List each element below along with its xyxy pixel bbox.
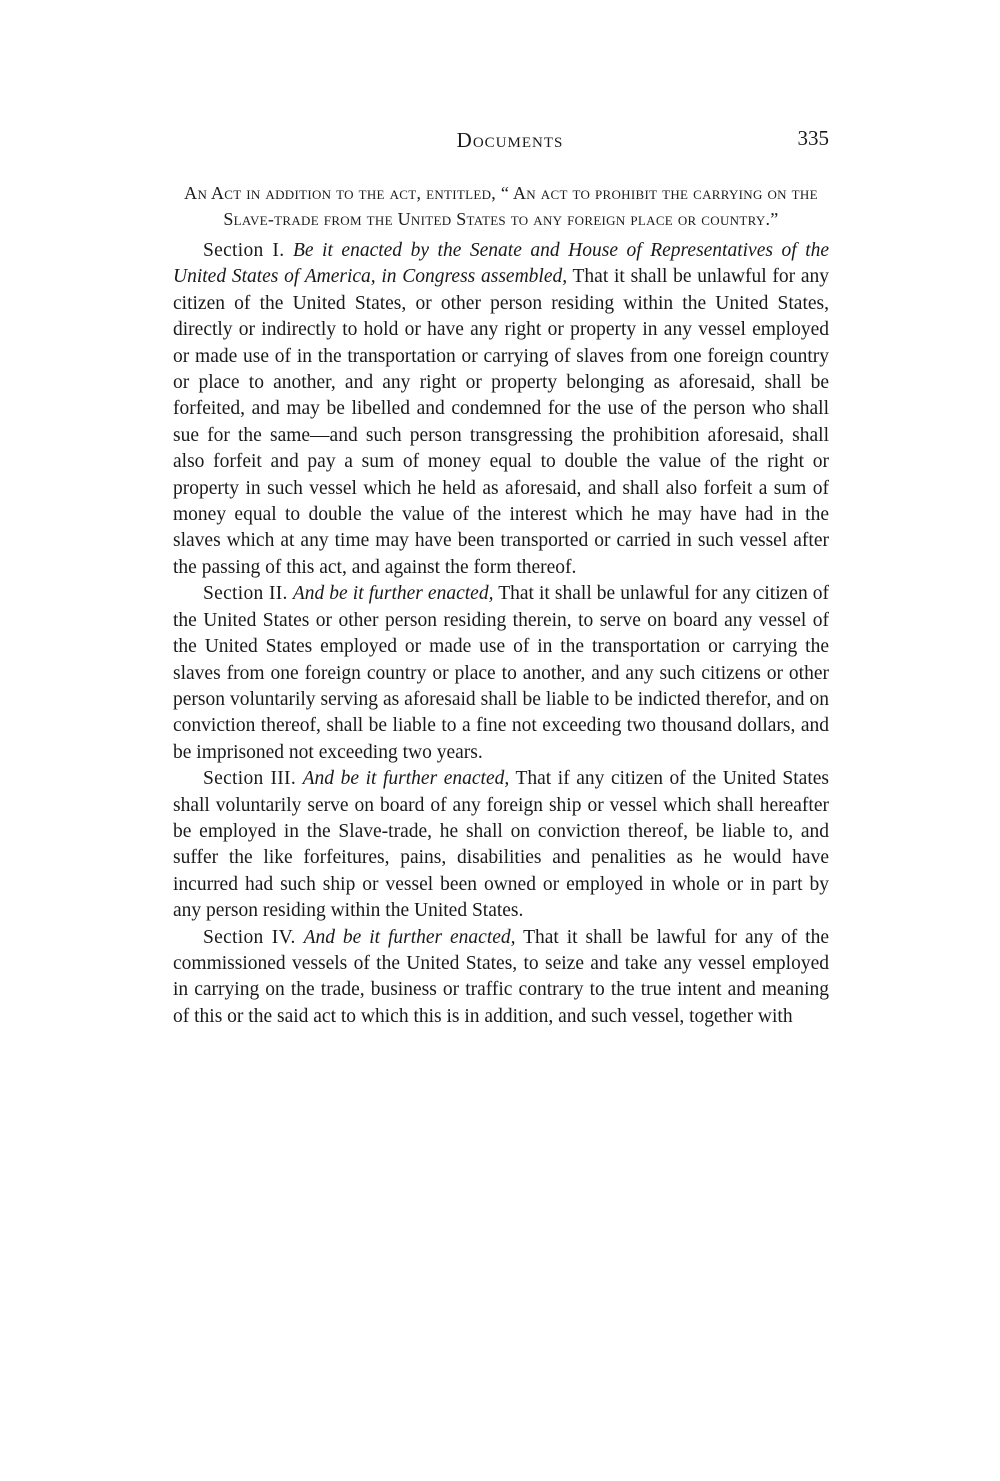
document-page — [173, 118, 829, 1030]
section-1-label: Section I. — [203, 240, 285, 261]
section-3-enacting-clause: And be it further enacted, — [302, 768, 510, 790]
section-1-text: That it shall be unlawful for any citizen of the United States, or other person residing within the United States, directly or indirectly to hold or have any right or property in any vessel employed or made use of in the transportation or carrying of slaves from one foreign country or place to another, and any right or property belonging as aforesaid, shall be forfeited, and may be libelled and condemned for the use of the person who shall sue for the same—and such person transgressing the prohibition aforesaid, shall also forfeit and pay a sum of money equal to double the value of the right or property in such vessel which he held as aforesaid, and shall also forfeit a sum of money equal to double the value of the interest which he may have had in the slaves which at any time may have been transported or carried in such vessel after the passing of this act, and against the form thereof. — [173, 266, 829, 578]
section-2 — [173, 581, 829, 766]
section-4-enacting-clause: And be it further enacted, — [303, 926, 516, 948]
section-3 — [173, 766, 829, 924]
section-3-text: That if any citizen of the United States shall voluntarily serve on board of any foreign ship or vessel which shall hereafter be employed in the Slave-trade, he shall on conviction thereof, be liable to, and suffer the like forfeitures, pains, disabilities and penalities as he would have incurred had such ship or vessel been owned or employed in whole or in part by any person residing within the United States. — [173, 768, 830, 922]
running-title: Documents — [456, 128, 564, 152]
section-4-label: Section IV. — [203, 926, 296, 948]
section-1 — [173, 238, 829, 581]
running-header — [173, 118, 829, 162]
section-1-enacting-clause: Be it enacted by the Senate and House of Representatives of the United States of America, in Congress assembled, — [173, 240, 830, 288]
section-2-label: Section II. — [203, 583, 288, 605]
page-number: 335 — [797, 126, 829, 150]
section-4-text: That it shall be lawful for any of the commissioned vessels of the United States, to seize and take any vessel employed in carrying on the trade, business or traffic contrary to the true intent and meaning of this or the said act to which this is in addition, and such vessel, together with — [173, 926, 829, 1027]
section-2-enacting-clause: And be it further enacted, — [292, 583, 494, 605]
section-3-label: Section III. — [203, 768, 297, 790]
section-2-text: That it shall be unlawful for any citizen of the United States or other person residing therein, to serve on board any vessel of the United States employed or made use of in the transportation or carrying the slaves from one foreign country or place to another, and any such citizens or other person voluntarily serving as aforesaid shall be liable to be indicted therefor, and on conviction thereof, shall be liable to a fine not exceeding two thousand dollars, and be imprisoned not exceeding two years. — [173, 583, 830, 763]
section-4 — [173, 925, 829, 1031]
act-title: An Act in addition to the act, entitled, “ An act to prohibit the carrying on the Slave-trade from the United States to any foreign place or country.” — [184, 183, 818, 229]
